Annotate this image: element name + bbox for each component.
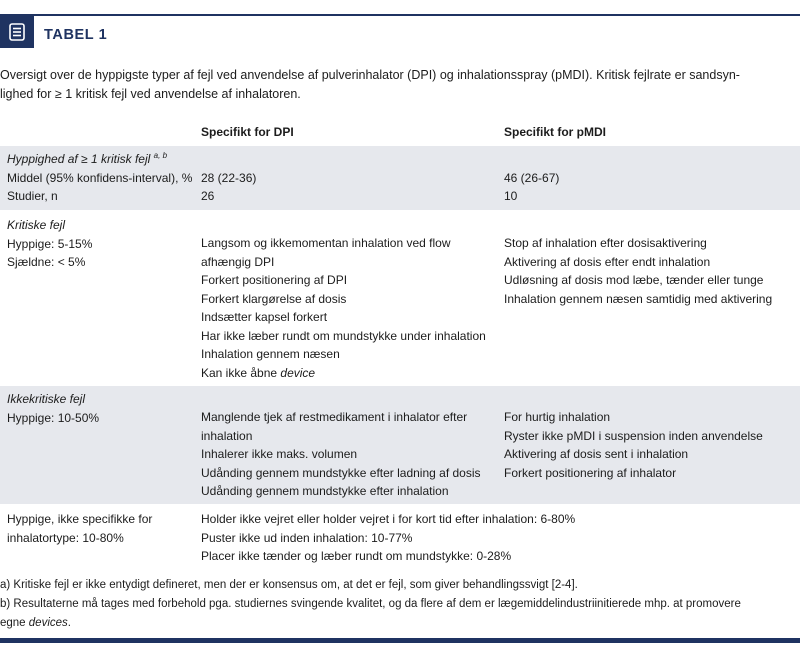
list-item: Puster ikke ud inden inhalation: 10-77% [201, 530, 413, 545]
list-item: Inhalation gennem næsen [201, 347, 340, 361]
dpi-studies-value: 26 [201, 189, 215, 203]
row-label-noncritical-common: Hyppige: 10-50% [7, 410, 100, 425]
list-item: Indsætter kapsel forkert [201, 310, 328, 324]
list-item: Inhalerer ikke maks. volumen [201, 447, 358, 461]
list-item: Har ikke læber rundt om mundstykke under inhalation [201, 328, 486, 343]
bottom-rule [0, 638, 800, 643]
list-item: Udløsning af dosis mod læbe, tænder eller tunge [504, 273, 764, 287]
table-row-frequency [0, 146, 800, 210]
caption-line: Oversigt over de hyppigste typer af fejl ved anvendelse af pulverinhalator (DPI) og inhalationsspray (pMDI). Kritisk fejlrate er sandsyn- [0, 68, 740, 82]
row-label-studies: Studier, n [7, 189, 58, 203]
list-item: Udånding gennem mundstykke efter inhalation [201, 484, 449, 498]
list-item: Udånding gennem mundstykke efter ladning af dosis [201, 465, 481, 480]
footnote-b: b) Resultaterne må tages med forbehold pga. studiernes svingende kvalitet, og da flere af dem er lægemiddelindustriinitierede mhp. at promovere [0, 598, 741, 610]
list-item: afhængig DPI [201, 254, 275, 269]
table-row-critical [0, 210, 800, 386]
table-caption [0, 66, 790, 104]
row-label-critical: Kritiske fejl [7, 218, 66, 232]
error-table [0, 118, 800, 570]
row-label-nonspecific: inhalatortype: 10-80% [7, 530, 124, 545]
list-item: Stop af inhalation efter dosisaktivering [504, 236, 707, 250]
table-row-nonspecific [0, 504, 800, 570]
row-label-nonspecific: Hyppige, ikke specifikke for [7, 512, 153, 526]
list-item: Manglende tjek af restmedikament i inhalator efter [201, 410, 468, 424]
pmdi-studies-value: 10 [504, 189, 518, 203]
list-item: Langsom og ikkemomentan inhalation ved flow [201, 236, 451, 250]
list-item: Aktivering af dosis efter endt inhalation [504, 254, 711, 269]
list-item: Ryster ikke pMDI i suspension inden anvendelse [504, 428, 763, 443]
row-label-critical-rare: Sjældne: < 5% [7, 255, 86, 269]
pmdi-mean-value: 46 (26-67) [504, 170, 560, 185]
list-item: Placer ikke tænder og læber rundt om mundstykke: 0-28% [201, 549, 512, 563]
top-rule [0, 14, 800, 16]
list-item: For hurtig inhalation [504, 410, 611, 424]
list-item: Forkert positionering af inhalator [504, 465, 677, 480]
footnotes [0, 576, 800, 633]
table-header-row [0, 118, 800, 146]
table-title: TABEL 1 [44, 27, 108, 43]
dpi-mean-value: 28 (22-36) [201, 170, 257, 185]
footnote-b-continued: egne devices. [0, 617, 71, 629]
row-label-noncritical: Ikkekritiske fejl [7, 392, 86, 406]
document-list-icon [0, 16, 34, 48]
list-item: Kan ikke åbne device [201, 365, 316, 380]
column-header-pmdi: Specifikt for pMDI [504, 125, 607, 139]
column-header-dpi: Specifikt for DPI [201, 125, 294, 139]
row-label-mean: Middel (95% konfidens-interval), % [7, 170, 193, 185]
footnote-a: a) Kritiske fejl er ikke entydigt defineret, men der er konsensus om, at det er fejl, som giver behandlingssvigt [2-4]. [0, 579, 578, 591]
caption-line: lighed for ≥ 1 kritisk fejl ved anvendelse af inhalatoren. [0, 87, 301, 101]
list-item: Inhalation gennem næsen samtidig med aktivering [504, 291, 773, 306]
list-item: inhalation [201, 428, 253, 443]
row-label-critical-common: Hyppige: 5-15% [7, 236, 93, 251]
list-item: Forkert klargørelse af dosis [201, 291, 347, 306]
list-item: Forkert positionering af DPI [201, 273, 348, 287]
list-item: Aktivering af dosis sent i inhalation [504, 447, 689, 461]
row-label-frequency: Hyppighed af ≥ 1 kritisk fejl $^{a, b}$ [7, 151, 168, 166]
list-item: Holder ikke vejret eller holder vejret i for kort tid efter inhalation: 6-80% [201, 512, 576, 526]
table-row-noncritical [0, 386, 800, 504]
